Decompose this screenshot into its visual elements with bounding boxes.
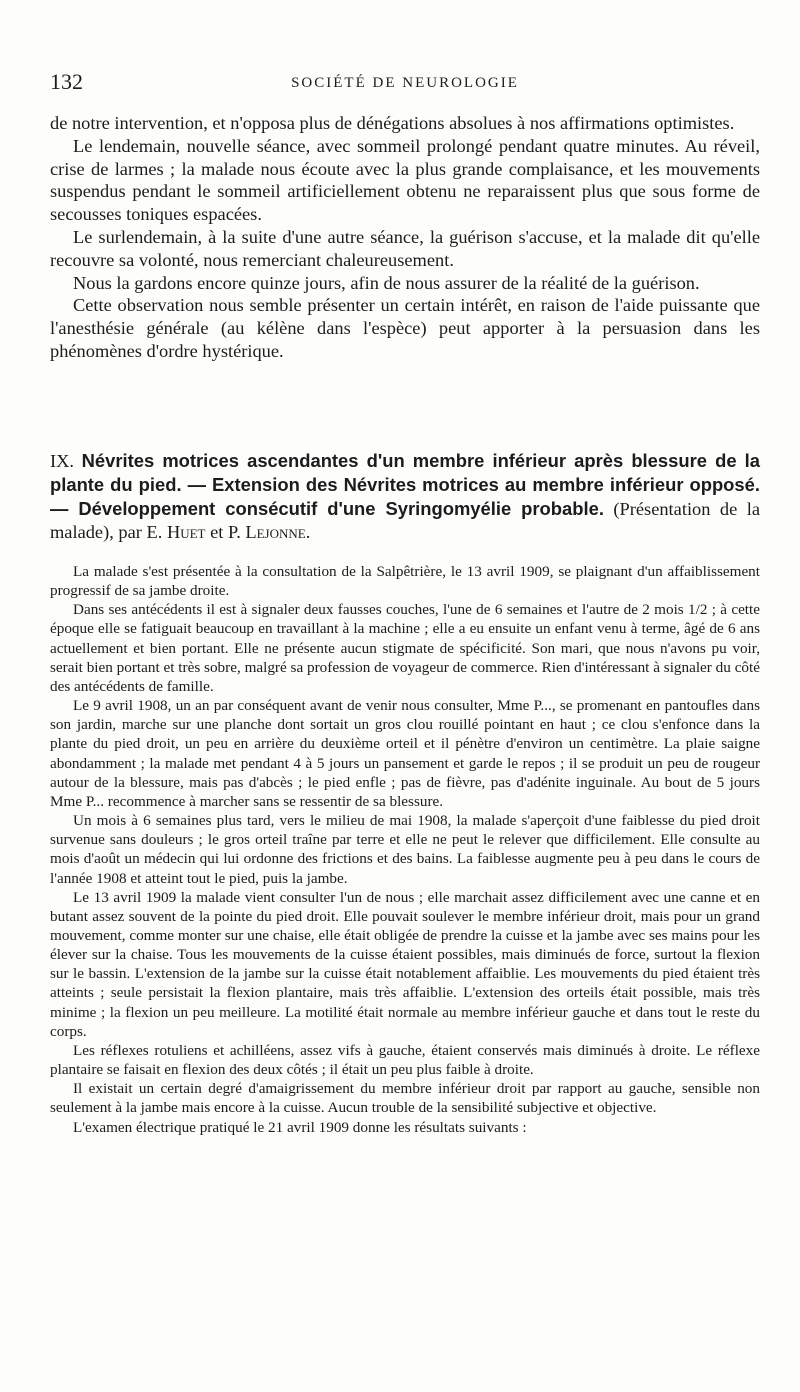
section-body bbox=[50, 562, 760, 1137]
section-number: IX. bbox=[50, 451, 75, 471]
section-presentation: (Présentation de la malade), par bbox=[50, 499, 760, 542]
paragraph: Le 13 avril 1909 la malade vient consulter l'un de nous ; elle marchait assez difficilement avec une canne et en butant assez souvent de la pointe du pied droit. Elle pouvait soulever le membre inférieur droit, mais pour un grand mouvement, comme monter sur une chaise, elle était obligée de prendre la cuisse et la jambe avec ses mains pour les élever sur la chaise. Tous les mouvements de la cuisse étaient possibles, mais diminués de force, surtout la flexion sur le bassin. L'extension de la jambe sur la cuisse était notablement affaiblie. Les mouvements du pied étaient très atteints ; seule persistait la flexion plantaire, mais très affaiblie. L'extension des orteils était possible, mais très minime ; la flexion un peu meilleure. La motilité était normale au membre inférieur gauche et dans tout le reste du corps. bbox=[50, 888, 760, 1040]
paragraph: Le lendemain, nouvelle séance, avec sommeil prolongé pendant quatre minutes. Au réveil, crise de larmes ; la malade nous écoute avec la plus grande complaisance, et les mouvements suspendus pendant le sommeil artificiellement obtenu ne reparaissent plus que sous forme de secousses toniques espacées. bbox=[50, 135, 760, 225]
paragraph: L'examen électrique pratiqué le 21 avril 1909 donne les résultats suivants : bbox=[73, 1118, 527, 1136]
paragraph: Nous la gardons encore quinze jours, afin de nous assurer de la réalité de la guérison. bbox=[73, 272, 700, 293]
intro-text bbox=[50, 112, 760, 363]
author-conjunction: et bbox=[210, 522, 224, 542]
paragraph: Cette observation nous semble présenter un certain intérêt, en raison de l'aide puissante que l'anesthésie générale (au kélène dans l'espèce) peut apporter à la persuasion dans les phénomènes d'ordre hystérique. bbox=[50, 295, 760, 361]
section-title: Névrites motrices ascendantes d'un membre inférieur après blessure de la plante du pied. — Extension des Névrites motrices au membre inférieur opposé. — Développement consécutif d'une Syringomyélie probable. bbox=[50, 450, 760, 519]
paragraph: de notre intervention, et n'opposa plus de dénégations absolues à nos affirmations optimistes. bbox=[50, 113, 735, 133]
paragraph: Dans ses antécédents il est à signaler deux fausses couches, l'une de 6 semaines et l'autre de 2 mois 1/2 ; à cette époque elle se fatiguait beaucoup en travaillant à la machine ; elle a eu ensuite un enfant venu à terme, âgé de 6 ans actuellement et bien portant. Elle ne présente aucun stigmate de spécificité. Son mari, que nous n'avons pu voir, serait bien portant et très sobre, malgré sa profession de voyageur de commerce. Rien d'intéressant à signaler du côté des antécédents de famille. bbox=[50, 601, 760, 695]
page-number: 132 bbox=[50, 69, 83, 94]
paragraph: Un mois à 6 semaines plus tard, vers le milieu de mai 1908, la malade s'aperçoit d'une faiblesse du pied droit survenue sans douleurs ; le gros orteil traîne par terre et elle ne peut le relever que difficilement. Elle consulte au mois d'août un médecin qui lui ordonne des frictions et des bains. La faiblesse augmente peu à peu dans le cours de l'année 1908 et atteint tout le pied, puis la jambe. bbox=[50, 812, 760, 887]
paragraph: Le 9 avril 1908, un an par conséquent avant de venir nous consulter, Mme P..., se promenant en pantoufles dans son jardin, marche sur une planche dont sortait un gros clou rouillé pointant en haut ; ce clou s'enfonce dans la plante du pied droit, un peu en arrière du deuxième orteil et il pénètre d'environ un centimètre. La plaie saigne abondamment ; la malade met pendant 4 à 5 jours un pansement et garde le repos ; il se produit un peu de rougeur autour de la blessure, mais pas d'abcès ; le pied enfle ; pas de fièvre, pas d'adénite inguinale. Au bout de 5 jours Mme P... recommence à marcher sans se ressentir de sa blessure. bbox=[50, 697, 760, 810]
section-heading bbox=[50, 449, 760, 544]
paragraph: Le surlendemain, à la suite d'une autre séance, la guérison s'accuse, et la malade dit qu'elle recouvre sa volonté, nous remerciant chaleureusement. bbox=[50, 226, 760, 270]
paragraph: La malade s'est présentée à la consultation de la Salpêtrière, le 13 avril 1909, se plaignant d'un affaiblissement progressif de sa jambe droite. bbox=[50, 563, 760, 600]
author-name: E. Huet bbox=[146, 522, 206, 542]
paragraph: Il existait un certain degré d'amaigrissement du membre inférieur droit par rapport au gauche, sensible non seulement à la jambe mais encore à la cuisse. Aucun trouble de la sensibilité subjective et objective. bbox=[50, 1080, 760, 1117]
page-header bbox=[50, 70, 760, 94]
paragraph: Les réflexes rotuliens et achilléens, assez vifs à gauche, étaient conservés mais diminués à droite. Le réflexe plantaire se faisait en flexion des deux côtés ; il était un peu plus faible à droite. bbox=[50, 1041, 760, 1079]
author-name: P. Lejonne. bbox=[228, 522, 311, 542]
running-head: SOCIÉTÉ DE NEUROLOGIE bbox=[291, 75, 519, 91]
